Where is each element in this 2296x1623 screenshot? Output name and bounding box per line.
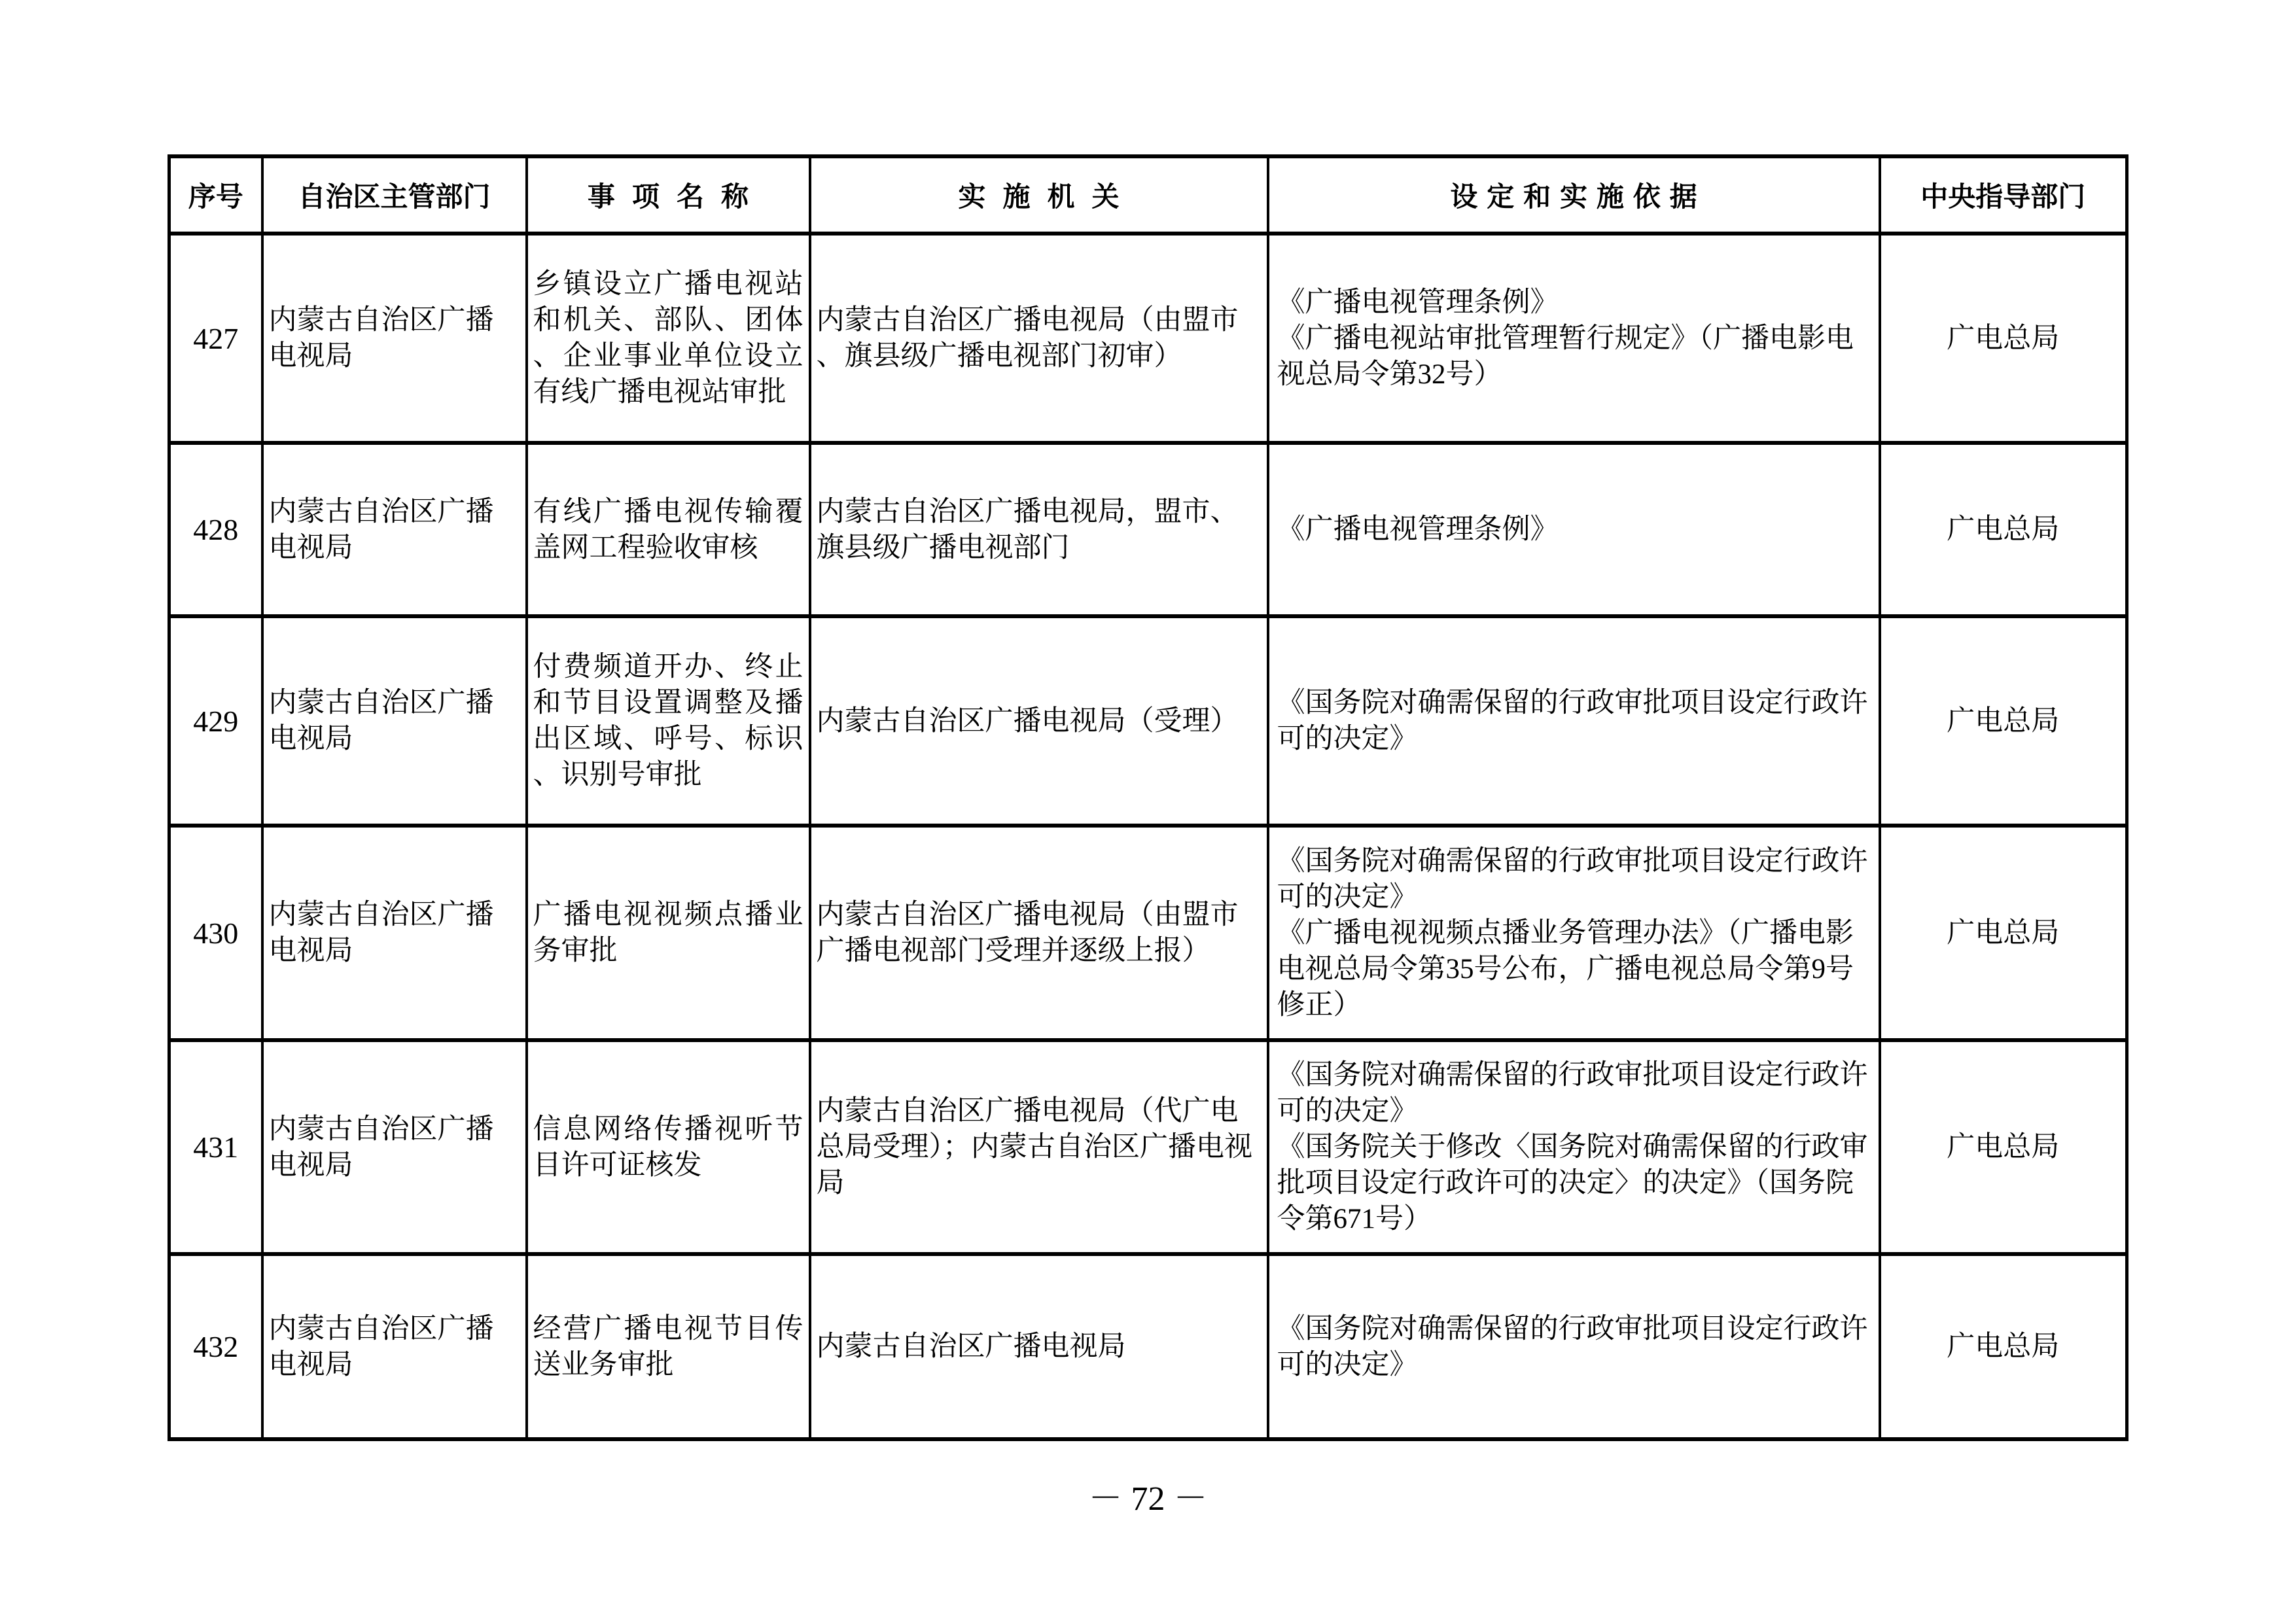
row-item-name: 有线广播电视传输覆盖网工程验收审核 (527, 443, 810, 616)
row-region-department: 内蒙古自治区广播电视局 (262, 1040, 527, 1254)
header-row (169, 156, 2127, 234)
row-item-name: 信息网络传播视听节目许可证核发 (527, 1040, 810, 1254)
row-serial: 432 (169, 1254, 262, 1439)
row-implementing-agency: 内蒙古自治区广播电视局（由盟市广播电视部门受理并逐级上报） (810, 826, 1268, 1040)
row-basis (1268, 1254, 1880, 1439)
basis-item: 《国务院对确需保留的行政审批项目设定行政许可的决定》 (1277, 1313, 1868, 1380)
basis-item: 《广播电视视频点播业务管理办法》（广播电影电视总局令第35号公布，广播电视总局令第9号修正） (1277, 917, 1854, 1021)
table-row (169, 234, 2127, 443)
row-serial: 430 (169, 826, 262, 1040)
basis-item: 《国务院对确需保留的行政审批项目设定行政许可的决定》 (1277, 845, 1868, 913)
row-basis (1268, 826, 1880, 1040)
row-region-department: 内蒙古自治区广播电视局 (262, 1254, 527, 1439)
row-region-department: 内蒙古自治区广播电视局 (262, 826, 527, 1040)
row-central-department: 广电总局 (1880, 616, 2127, 826)
row-serial: 427 (169, 234, 262, 443)
row-region-department: 内蒙古自治区广播电视局 (262, 443, 527, 616)
row-implementing-agency: 内蒙古自治区广播电视局（受理） (810, 616, 1268, 826)
basis-item: 《广播电视管理条例》 (1277, 514, 1559, 545)
basis-item: 《国务院关于修改〈国务院对确需保留的行政审批项目设定行政许可的决定〉的决定》（国务院令第671号） (1277, 1132, 1868, 1234)
row-central-department: 广电总局 (1880, 826, 2127, 1040)
table-body (169, 234, 2127, 1439)
row-region-department: 内蒙古自治区广播电视局 (262, 234, 527, 443)
column-header-basis: 设定和实施依据 (1268, 156, 1880, 234)
column-header-region-department: 自治区主管部门 (262, 156, 527, 234)
basis-item: 《广播电视站审批管理暂行规定》（广播电影电视总局令第32号） (1277, 323, 1854, 390)
row-central-department: 广电总局 (1880, 234, 2127, 443)
table-row (169, 1040, 2127, 1254)
column-header-implementing-agency: 实施机关 (810, 156, 1268, 234)
row-item-name: 广播电视视频点播业务审批 (527, 826, 810, 1040)
basis-item: 《国务院对确需保留的行政审批项目设定行政许可的决定》 (1277, 1060, 1868, 1126)
row-basis (1268, 234, 1880, 443)
table-row (169, 1254, 2127, 1439)
row-central-department: 广电总局 (1880, 1254, 2127, 1439)
row-basis (1268, 616, 1880, 826)
row-implementing-agency: 内蒙古自治区广播电视局，盟市、旗县级广播电视部门 (810, 443, 1268, 616)
row-item-name: 经营广播电视节目传送业务审批 (527, 1254, 810, 1439)
row-implementing-agency: 内蒙古自治区广播电视局（代广电总局受理）；内蒙古自治区广播电视局 (810, 1040, 1268, 1254)
row-central-department: 广电总局 (1880, 1040, 2127, 1254)
table-row (169, 616, 2127, 826)
row-region-department: 内蒙古自治区广播电视局 (262, 616, 527, 826)
column-header-item-name: 事项名称 (527, 156, 810, 234)
approval-items-table (168, 154, 2128, 1441)
row-basis (1268, 1040, 1880, 1254)
row-item-name: 乡镇设立广播电视站和机关、部队、团体、企业事业单位设立有线广播电视站审批 (527, 234, 810, 443)
row-implementing-agency: 内蒙古自治区广播电视局 (810, 1254, 1268, 1439)
row-central-department: 广电总局 (1880, 443, 2127, 616)
table-row (169, 443, 2127, 616)
table-header (169, 156, 2127, 234)
column-header-central-department: 中央指导部门 (1880, 156, 2127, 234)
row-serial: 428 (169, 443, 262, 616)
row-item-name: 付费频道开办、终止和节目设置调整及播出区域、呼号、标识、识别号审批 (527, 616, 810, 826)
row-serial: 431 (169, 1040, 262, 1254)
basis-item: 《国务院对确需保留的行政审批项目设定行政许可的决定》 (1277, 688, 1868, 754)
basis-item: 《广播电视管理条例》 (1277, 287, 1559, 318)
column-header-serial: 序号 (169, 156, 262, 234)
page-number: － 72 － (1088, 1480, 1208, 1518)
table-row (169, 826, 2127, 1040)
row-basis (1268, 443, 1880, 616)
row-implementing-agency: 内蒙古自治区广播电视局（由盟市、旗县级广播电视部门初审） (810, 234, 1268, 443)
row-serial: 429 (169, 616, 262, 826)
